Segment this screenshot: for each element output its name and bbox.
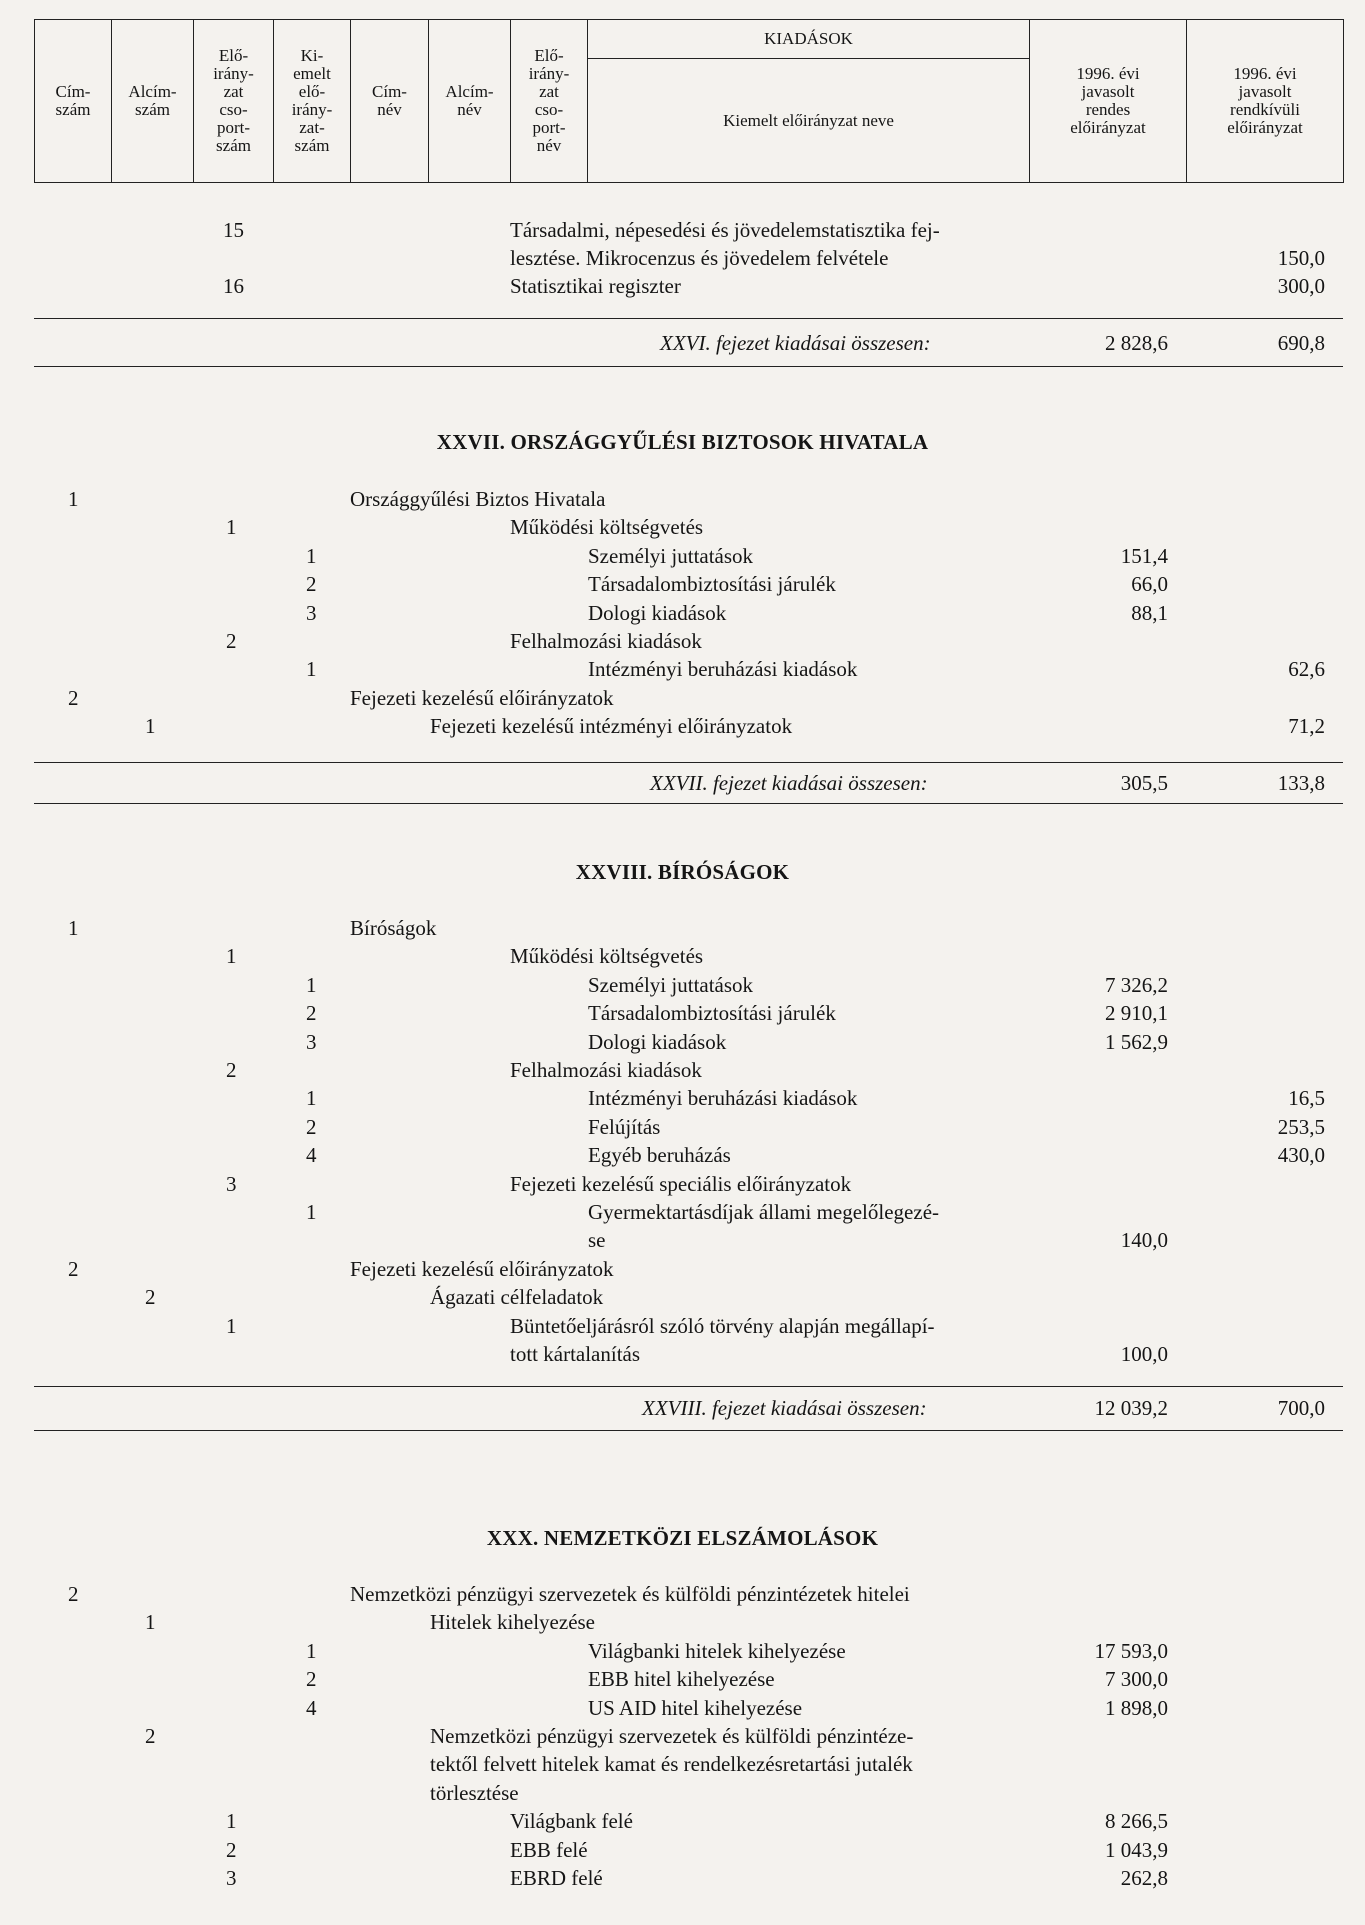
- row-number: 2: [145, 1724, 156, 1748]
- row-number: 1: [145, 1610, 156, 1635]
- row-text: Társadalombiztosítási járulék: [588, 572, 836, 597]
- row-text: EBRD felé: [510, 1866, 603, 1890]
- row-number: 2: [145, 1285, 156, 1310]
- chapter-total-rendes: 305,5: [1120, 771, 1168, 795]
- row-number: 2: [68, 685, 79, 710]
- row-text: Felhalmozási kiadások: [510, 629, 702, 653]
- row-text: Ágazati célfeladatok: [430, 1285, 604, 1310]
- row-number: 2: [226, 1837, 237, 1862]
- row-text: Fejezeti kezelésű intézményi előirányzatok: [430, 714, 793, 739]
- row-number: 4: [306, 1695, 317, 1720]
- header-rendes: 1996. évi javasolt rendes előirányzat: [1030, 20, 1187, 183]
- rendes-value: 1 562,9: [1105, 1029, 1168, 1054]
- row-text: tektől felvett hitelek kamat és rendelkezésretartási jutalék: [430, 1752, 913, 1777]
- row-number: 1: [306, 1638, 317, 1663]
- rendkivuli-value: 300,0: [1277, 274, 1325, 298]
- chapter-total-rendkivuli: 690,8: [1277, 331, 1325, 355]
- header-alcimnev: Alcím- név: [429, 20, 511, 183]
- chapter-total-rendkivuli: 133,8: [1277, 771, 1325, 795]
- row-text: Hitelek kihelyezése: [430, 1610, 596, 1635]
- row-number: 2: [306, 1667, 317, 1692]
- divider: [34, 762, 1343, 763]
- row-number: 2: [306, 1001, 317, 1026]
- header-cimnev: Cím- név: [351, 20, 429, 183]
- divider: [34, 803, 1343, 804]
- rendes-value: 17 593,0: [1094, 1638, 1168, 1663]
- rendkivuli-value: 150,0: [1277, 246, 1325, 270]
- row-number: 15: [223, 218, 244, 242]
- row-text: Intézményi beruházási kiadások: [588, 1086, 858, 1111]
- rendkivuli-value: 430,0: [1277, 1143, 1325, 1168]
- divider: [34, 1386, 1343, 1387]
- header-eloiranyzat-csoportszam: Elő- irány- zat cso- port- szám: [194, 20, 274, 183]
- header-kiadasok: KIADÁSOK: [588, 20, 1030, 59]
- row-number: 3: [226, 1171, 237, 1196]
- row-number: 1: [306, 543, 317, 568]
- row-number: 1: [306, 657, 317, 682]
- row-number: 16: [223, 274, 244, 298]
- row-text: Működési költségvetés: [510, 944, 704, 969]
- rendes-value: 2 910,1: [1105, 1001, 1168, 1026]
- row-text: Világbank felé: [510, 1809, 633, 1834]
- rendes-value: 262,8: [1120, 1866, 1168, 1890]
- chapter-total-rendes: 2 828,6: [1105, 331, 1168, 355]
- row-number: 1: [306, 1200, 317, 1224]
- divider: [34, 318, 1343, 319]
- chapter-total-rendes: 12 039,2: [1094, 1396, 1168, 1420]
- row-number: 3: [306, 1029, 317, 1054]
- row-number: 2: [306, 1114, 317, 1139]
- row-text: Országgyűlési Biztos Hivatala: [350, 487, 606, 511]
- header-cimszam: Cím- szám: [35, 20, 112, 183]
- row-text: törlesztése: [430, 1780, 519, 1805]
- row-text: Felújítás: [588, 1114, 661, 1139]
- row-number: 1: [68, 487, 79, 511]
- row-text: lesztése. Mikrocenzus és jövedelem felvétele: [510, 246, 889, 270]
- row-text: EBB felé: [510, 1837, 588, 1862]
- section-title: XXVII. ORSZÁGGYŰLÉSI BIZTOSOK HIVATALA: [436, 430, 929, 454]
- row-number: 1: [306, 972, 317, 997]
- rendes-value: 88,1: [1131, 600, 1168, 625]
- rendes-value: 8 266,5: [1105, 1809, 1168, 1834]
- chapter-total-label: XXVIII. fejezet kiadásai összesen:: [642, 1396, 927, 1420]
- header-kiemelt-eloiranyzat-neve: Kiemelt előirányzat neve: [588, 59, 1030, 183]
- divider: [34, 366, 1343, 367]
- row-number: 1: [226, 1313, 237, 1338]
- row-text: tott kártalanítás: [510, 1342, 641, 1366]
- column-header-table: [34, 19, 1344, 183]
- row-number: 3: [306, 600, 317, 625]
- rendes-value: 66,0: [1131, 572, 1168, 597]
- row-number: 2: [68, 1256, 79, 1281]
- row-number: 4: [306, 1143, 317, 1168]
- rendes-value: 1 898,0: [1105, 1695, 1168, 1720]
- row-text: US AID hitel kihelyezése: [588, 1695, 803, 1720]
- row-text: Gyermektartásdíjak állami megelőlegezé-: [588, 1200, 940, 1224]
- row-number: 2: [68, 1582, 79, 1606]
- divider: [34, 1430, 1343, 1431]
- row-text: Társadalmi, népesedési és jövedelemstatisztika fej-: [510, 218, 940, 242]
- row-text: Világbanki hitelek kihelyezése: [588, 1638, 846, 1663]
- chapter-total-label: XXVII. fejezet kiadásai összesen:: [650, 771, 928, 795]
- row-text: Nemzetközi pénzügyi szervezetek és külföldi pénzintéze-: [430, 1724, 914, 1748]
- rendkivuli-value: 71,2: [1288, 714, 1325, 739]
- row-number: 1: [226, 515, 237, 540]
- section-title: XXVIII. BÍRÓSÁGOK: [575, 860, 790, 884]
- row-text: Működési költségvetés: [510, 515, 704, 540]
- row-number: 2: [226, 1058, 237, 1082]
- rendes-value: 1 043,9: [1105, 1837, 1168, 1862]
- row-text: Fejezeti kezelésű előirányzatok: [350, 685, 614, 710]
- header-eloiranyzat-csoportnev: Elő- irány- zat cso- port- név: [511, 20, 588, 183]
- row-text: se: [588, 1228, 606, 1253]
- row-number: 1: [226, 944, 237, 969]
- row-text: Felhalmozási kiadások: [510, 1058, 702, 1082]
- header-alcimszam: Alcím- szám: [112, 20, 194, 183]
- row-text: Nemzetközi pénzügyi szervezetek és külföldi pénzintézetek hitelei: [350, 1582, 910, 1606]
- rendes-value: 140,0: [1120, 1228, 1168, 1253]
- row-number: 2: [306, 572, 317, 597]
- rendes-value: 7 326,2: [1105, 972, 1168, 997]
- chapter-total-rendkivuli: 700,0: [1277, 1396, 1325, 1420]
- row-text: Intézményi beruházási kiadások: [588, 657, 858, 682]
- row-number: 1: [306, 1086, 317, 1111]
- row-text: Statisztikai regiszter: [510, 274, 681, 298]
- row-number: 2: [226, 629, 237, 653]
- row-number: 1: [226, 1809, 237, 1834]
- rendkivuli-value: 253,5: [1277, 1114, 1325, 1139]
- row-text: Személyi juttatások: [588, 543, 754, 568]
- header-kiemelt-eloiranyzat-szam: Ki- emelt elő- irány- zat- szám: [274, 20, 351, 183]
- rendes-value: 100,0: [1120, 1342, 1168, 1366]
- row-text: Egyéb beruházás: [588, 1143, 731, 1168]
- row-number: 3: [226, 1866, 237, 1890]
- row-number: 1: [68, 916, 79, 940]
- rendkivuli-value: 16,5: [1288, 1086, 1325, 1111]
- rendes-value: 7 300,0: [1105, 1667, 1168, 1692]
- row-text: Személyi juttatások: [588, 972, 754, 997]
- row-text: Büntetőeljárásról szóló törvény alapján megállapí-: [510, 1313, 935, 1338]
- row-text: Dologi kiadások: [588, 1029, 727, 1054]
- chapter-total-label: XXVI. fejezet kiadásai összesen:: [660, 331, 931, 355]
- row-text: Fejezeti kezelésű előirányzatok: [350, 1256, 614, 1281]
- row-number: 1: [145, 714, 156, 739]
- row-text: EBB hitel kihelyezése: [588, 1667, 775, 1692]
- row-text: Társadalombiztosítási járulék: [588, 1001, 836, 1026]
- row-text: Bíróságok: [350, 916, 437, 940]
- rendkivuli-value: 62,6: [1288, 657, 1325, 682]
- row-text: Dologi kiadások: [588, 600, 727, 625]
- row-text: Fejezeti kezelésű speciális előirányzatok: [510, 1171, 852, 1196]
- header-rendkivuli: 1996. évi javasolt rendkívüli előirányzat: [1187, 20, 1344, 183]
- section-title: XXX. NEMZETKÖZI ELSZÁMOLÁSOK: [486, 1526, 879, 1550]
- rendes-value: 151,4: [1120, 543, 1168, 568]
